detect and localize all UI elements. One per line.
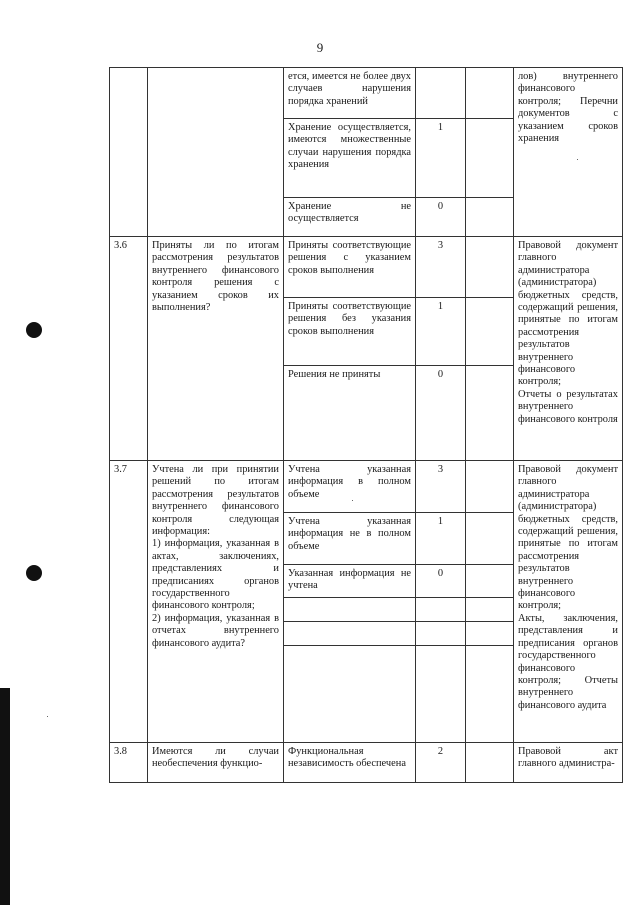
score-cell: 1: [416, 119, 466, 198]
score-cell: 1: [416, 298, 466, 366]
criterion-cell: Указанная информация не учтена: [284, 565, 416, 598]
question-cell: [148, 461, 284, 743]
source-text: Правовой документ главного администратора (администратора) бюджетных средств, содержащий решения, принятые по итогам рассмотрения результатов внутреннего финансового контроля;: [518, 240, 618, 388]
blank-cell: [284, 646, 416, 743]
source-text: Акты, заключения, представления и предписания органов государственного финансового контроля; Отчеты внутреннего финансового аудита: [518, 612, 618, 711]
blank-cell: [284, 598, 416, 622]
source-cell: [514, 237, 623, 461]
blank-cell: [466, 743, 514, 783]
binder-strip: [0, 688, 10, 905]
score-cell: 0: [416, 366, 466, 461]
blank-cell: [466, 68, 514, 119]
criterion-cell: Учтена указанная информация в полном объеме: [284, 461, 416, 513]
criterion-cell: Хранение не осуществляется: [284, 198, 416, 237]
table-row: [110, 461, 623, 513]
score-cell: 2: [416, 743, 466, 783]
question-item: 2) информация, указанная в отчетах внутреннего финансового аудита?: [152, 612, 279, 649]
blank-cell: [466, 622, 514, 646]
blank-cell: [466, 298, 514, 366]
row-number-cell: [110, 68, 148, 237]
blank-cell: [466, 237, 514, 298]
row-number-cell: 3.7: [110, 461, 148, 743]
scan-speck: [47, 716, 48, 717]
criterion-cell: Учтена указанная информация не в полном объеме: [284, 513, 416, 565]
question-cell: [148, 68, 284, 237]
blank-cell: [466, 598, 514, 622]
source-text: Отчеты о результатах внутреннего финансового контроля: [518, 388, 618, 425]
score-cell: 3: [416, 237, 466, 298]
criterion-cell: Хранение осуществляется, имеются множественные случаи нарушения порядка хранения: [284, 119, 416, 198]
criterion-cell: ется, имеется не более двух случаев нарушения порядка хранений: [284, 68, 416, 119]
page-number: 9: [316, 40, 324, 55]
score-cell: 1: [416, 513, 466, 565]
criterion-cell: Решения не приняты: [284, 366, 416, 461]
criterion-cell: Приняты соответствующие решения с указанием сроков выполнения: [284, 237, 416, 298]
table-row: [110, 743, 623, 783]
table-row: [110, 68, 623, 119]
score-cell: 3: [416, 461, 466, 513]
score-cell: [416, 68, 466, 119]
criterion-cell: Приняты соответствующие решения без указания сроков выполнения: [284, 298, 416, 366]
question-cell: Приняты ли по итогам рассмотрения результатов внутреннего финансового контроля решения с указанием сроков их выполнения?: [148, 237, 284, 461]
table-row: [110, 237, 623, 298]
punch-hole: [26, 565, 42, 581]
row-number-cell: 3.8: [110, 743, 148, 783]
blank-cell: [466, 646, 514, 743]
score-cell: 0: [416, 565, 466, 598]
score-cell: 0: [416, 198, 466, 237]
punch-hole: [26, 322, 42, 338]
blank-cell: [466, 198, 514, 237]
criteria-table: [109, 67, 623, 783]
blank-cell: [466, 366, 514, 461]
blank-cell: [466, 513, 514, 565]
source-text: Правовой документ главного администратора (администратора) бюджетных средств, содержащий решения, принятые по итогам рассмотрения результатов внутреннего финансового контроля;: [518, 464, 618, 612]
blank-cell: [416, 598, 466, 622]
blank-cell: [466, 119, 514, 198]
source-cell: [514, 461, 623, 743]
question-item: 1) информация, указанная в актах, заключениях, представлениях и предписаниях органов государственного финансового контроля;: [152, 538, 279, 612]
question-cell: Имеются ли случаи необеспечения функцио-: [148, 743, 284, 783]
blank-cell: [466, 565, 514, 598]
blank-cell: [466, 461, 514, 513]
blank-cell: [416, 622, 466, 646]
row-number-cell: 3.6: [110, 237, 148, 461]
source-cell: лов) внутреннего финансового контроля; Перечни документов с указанием сроков хранения: [514, 68, 623, 237]
blank-cell: [416, 646, 466, 743]
criterion-cell: Функциональная независимость обеспечена: [284, 743, 416, 783]
blank-cell: [284, 622, 416, 646]
source-cell: Правовой акт главного администра-: [514, 743, 623, 783]
question-text: Учтена ли при принятии решений по итогам рассмотрения результатов внутреннего финансового контроля следующая информация:: [152, 464, 279, 538]
